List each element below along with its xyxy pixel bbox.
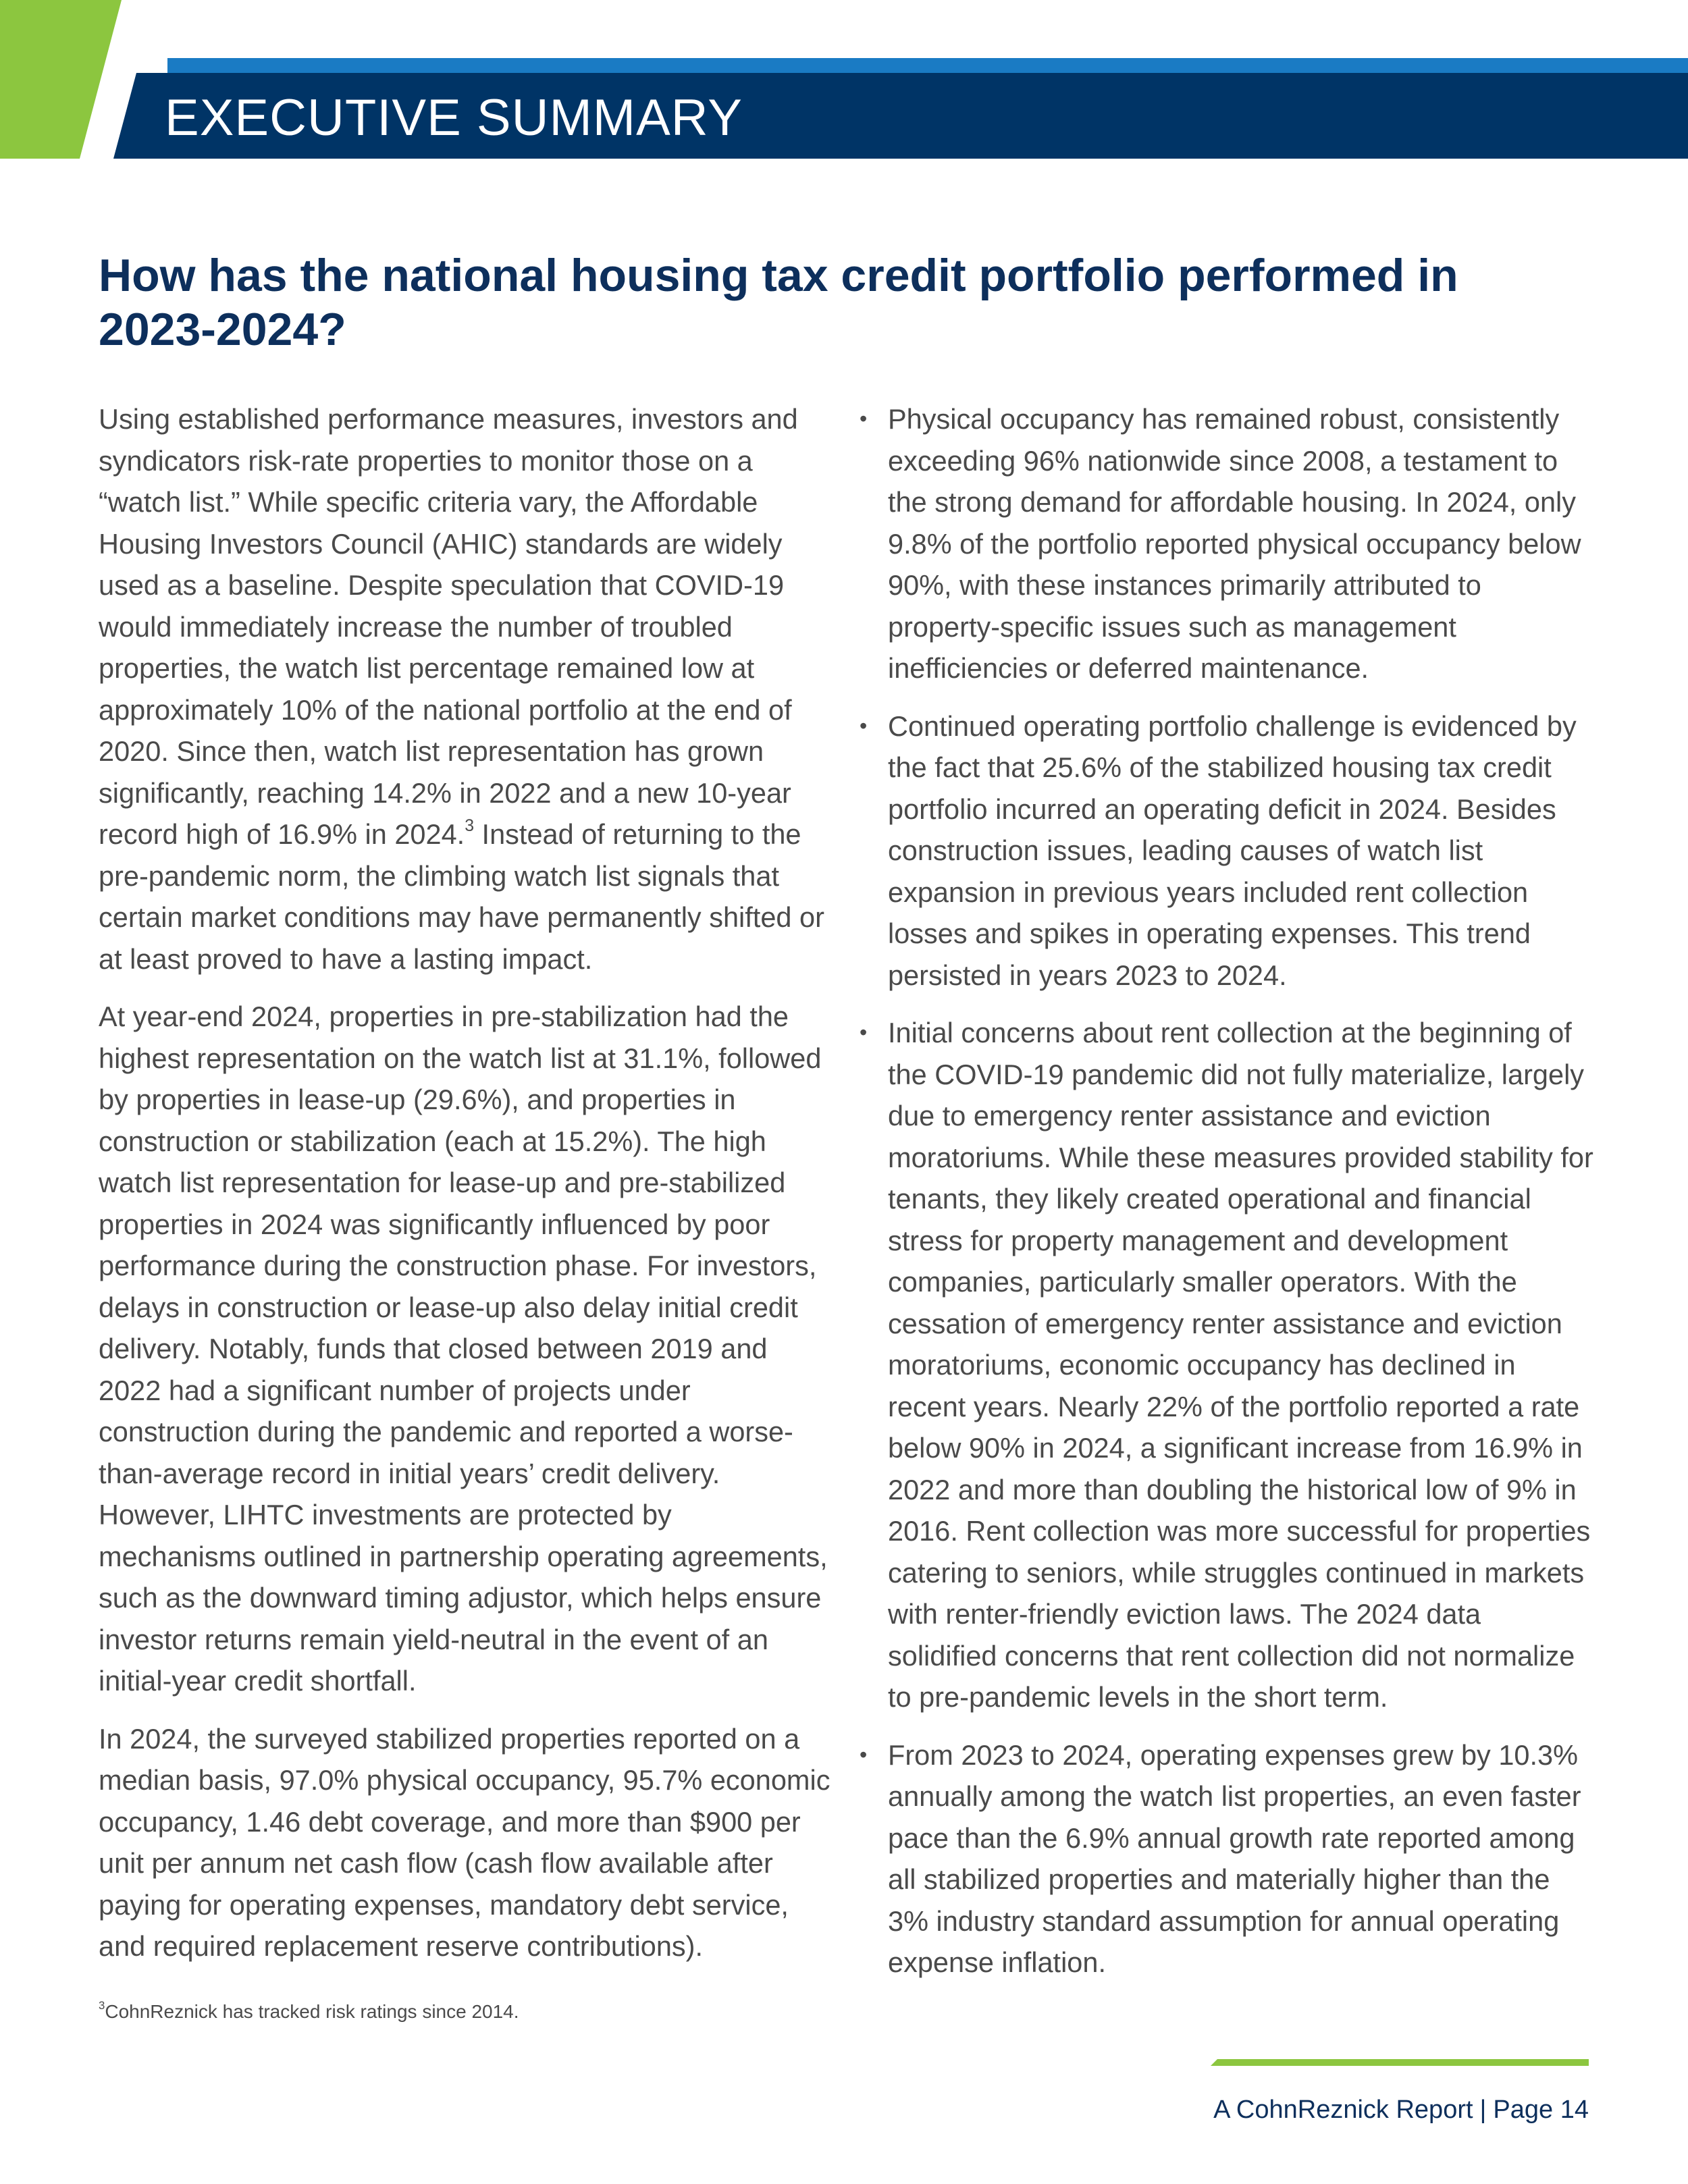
- green-corner-tab: [0, 0, 122, 159]
- bullet-icon: •: [860, 713, 868, 738]
- right-column: [854, 398, 1595, 2000]
- page-headline: How has the national housing tax credit portfolio performed in 2023-2024?: [99, 250, 1458, 355]
- footer-separator: |: [1479, 2096, 1487, 2124]
- report-name: A CohnReznick Report: [1213, 2096, 1473, 2124]
- section-title: EXECUTIVE SUMMARY: [165, 89, 743, 147]
- list-item: • Continued operating portfolio challenge is evidenced by the fact that 25.6% of the stabilized housing tax credit portfolio incurred an operating deficit in 2024. Besides construction issues, leading causes of watch list expansion in previous years included rent collection losses and spikes in operating expenses. This trend persisted in years 2023 to 2024.: [854, 705, 1595, 996]
- footnote-marker: 3: [99, 1999, 105, 2013]
- bullet-icon: •: [860, 406, 868, 431]
- footnote-reference: 3: [465, 816, 475, 836]
- list-item: • Physical occupancy has remained robust, consistently exceeding 96% nationwide since 2008, a testament to the strong demand for affordable housing. In 2024, only 9.8% of the portfolio reported physical occupancy below 90%, with these instances primarily attributed to property-specific issues such as management inefficiencies or deferred maintenance.: [854, 398, 1595, 689]
- header-accent-stripe: [167, 58, 1688, 73]
- paragraph-median-results: In 2024, the surveyed stabilized properties reported on a median basis, 97.0% physical occupancy, 95.7% economic occupancy, 1.46 debt coverage, and more than $900 per unit per annum net cash flow (cash flow available after paying for operating expenses, mandatory debt service, and required replacement reserve contributions).: [99, 1722, 830, 1962]
- page-footer: [1213, 2093, 1589, 2127]
- footnote-text: CohnReznick has tracked risk ratings since 2014.: [105, 2001, 519, 2022]
- bullet-icon: •: [860, 1742, 868, 1767]
- paragraph-year-end: At year-end 2024, properties in pre-stabilization had the highest representation on the watch list at 31.1%, followed by properties in lease-up (29.6%), and properties in construction or stabilization (each at 15.2%). The high watch list representation for lease-up and pre-stabilized properties in 2024 was significantly influenced by poor performance during the construction phase. For investors, delays in construction or lease-up also delay initial credit delivery. Notably, funds that closed between 2019 and 2022 had a significant number of projects under construction during the pandemic and reported a worse-than-average record in initial years’ credit delivery. However, LIHTC investments are protected by mechanisms outlined in partnership operating agreements, such as the downward timing adjustor, which helps ensure investor returns remain yield-neutral in the event of an initial-year credit shortfall.: [99, 1001, 828, 1697]
- page-number: Page 14: [1493, 2096, 1589, 2124]
- footer-accent-line: [1211, 2059, 1589, 2066]
- footnote: [99, 1998, 519, 2025]
- paragraph-watch-list: Using established performance measures, investors and syndicators risk-rate properties to monitor those on a “watch list.” While specific criteria vary, the Affordable Housing Investors Council (AHIC) standards are widely used as a baseline. Despite speculation that COVID-19 would immediately increase the number of troubled properties, the watch list percentage remained low at approximately 10% of the national portfolio at the end of 2020. Since then, watch list representation has grown significantly, reaching 14.2% in 2022 and a new 10-year record high of 16.9% in 2024.$^3$ Instead of returning to the pre-pandemic norm, the climbing watch list signals that certain market conditions may have permanently shifted or at least proved to have a lasting impact.: [99, 403, 824, 975]
- list-item: • From 2023 to 2024, operating expenses grew by 10.3% annually among the watch list properties, an even faster pace than the 6.9% annual growth rate reported among all stabilized properties and materially higher than the 3% industry standard assumption for annual operating expense inflation.: [854, 1734, 1595, 1983]
- left-column: [99, 398, 831, 1983]
- bullet-icon: •: [860, 1020, 868, 1044]
- list-item: • Initial concerns about rent collection at the beginning of the COVID-19 pandemic did not fully materialize, largely due to emergency renter assistance and eviction moratoriums. While these measures provided stability for tenants, they likely created operational and financial stress for property management and development companies, particularly smaller operators. With the cessation of emergency renter assistance and eviction moratoriums, economic occupancy has declined in recent years. Nearly 22% of the portfolio reported a rate below 90% in 2024, a significant increase from 16.9% in 2022 and more than doubling the historical low of 9% in 2016. Rent collection was more successful for properties catering to seniors, while struggles continued in markets with renter-friendly eviction laws. The 2024 data solidified concerns that rent collection did not normalize to pre-pandemic levels in the short term.: [854, 1012, 1595, 1718]
- bullet-list: [854, 398, 1595, 1983]
